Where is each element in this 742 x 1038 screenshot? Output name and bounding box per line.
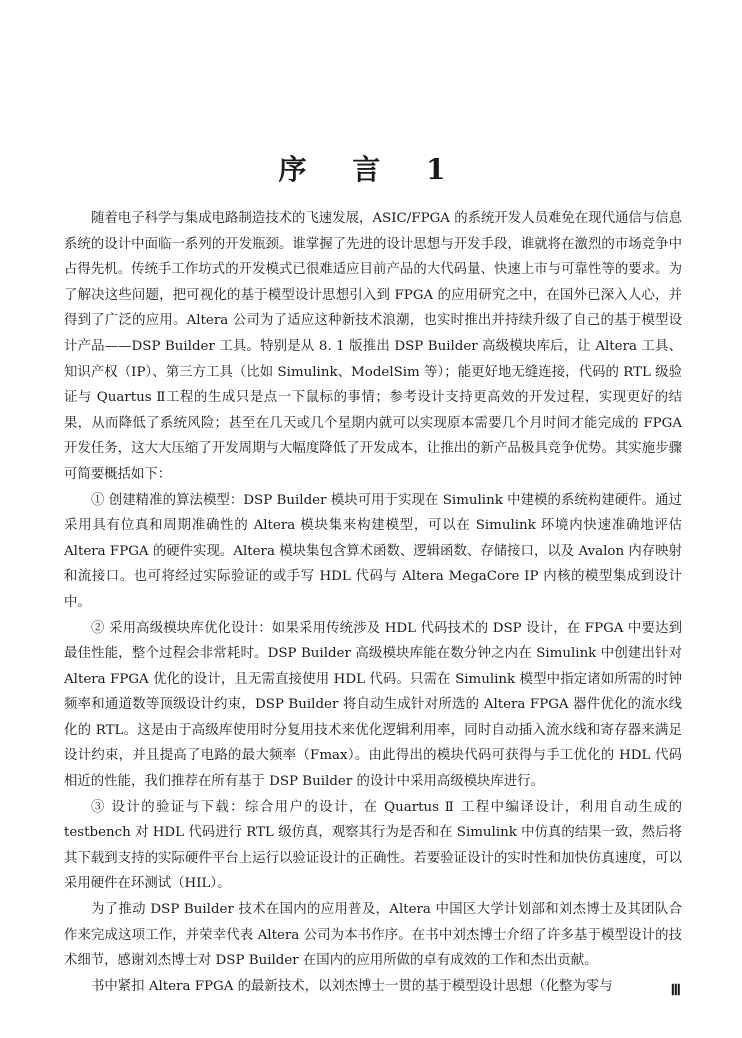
page-title: 序 言 1	[278, 153, 464, 186]
paragraph-acknowledgement: 为了推动 DSP Builder 技术在国内的应用普及，Altera 中国区大学计划部和刘杰博士及其团队合作来完成这项工作，并荣幸代表 Altera 公司为本书作序。在书中刘杰博士介绍了许多基于模型设计的技术细节，感谢刘杰博士对 DSP Builder 在国内的应用所做的卓有成效的工作和杰出贡献。	[64, 902, 682, 969]
paragraph-intro: 随着电子科学与集成电路制造技术的飞速发展，ASIC/FPGA 的系统开发人员难免在现代通信与信息系统的设计中面临一系列的开发瓶颈。谁掌握了先进的设计思想与开发手段，谁就将在激烈的市场竞争中占得先机。传统手工作坊式的开发模式已很难适应目前产品的大代码量、快速上市与可靠性等的要求。为了解决这些问题，把可视化的基于模型设计思想引入到 FPGA 的应用研究之中，在国外已深入人心，并得到了广泛的应用。Altera 公司为了适应这种新技术浪潮，也实时推出并持续升级了自己的基于模型设计产品——DSP Builder 工具。特别是从 8. 1 版推出 DSP Builder 高级模块库后，让 Altera 工具、知识产权（IP）、第三方工具（比如 Simulink、ModelSim 等）；能更好地无缝连接，代码的 RTL 级验证与 Quartus Ⅱ工程的生成只是点一下鼠标的事情；参考设计支持更高效的开发过程，实现更好的结果，从而降低了系统风险；甚至在几天或几个星期内就可以实现原本需要几个月时间才能完成的 FPGA 开发任务，这大大压缩了开发周期与大幅度降低了开发成本，让推出的新产品极具竞争优势。其实施步骤可简要概括如下：	[64, 211, 682, 482]
paragraph-step-3: ③ 设计的验证与下载：综合用户的设计，在 Quartus Ⅱ 工程中编译设计，利用自动生成的 testbench 对 HDL 代码进行 RTL 级仿真，观察其行为是否和在 Simulink 中仿真的结果一致，然后将其下载到支持的实际硬件平台上运行以验证设计的正确性。若要验证设计的实时性和加快仿真速度，可以采用硬件在环测试（HIL）。	[64, 799, 682, 892]
paragraph-closing: 书中紧扣 Altera FPGA 的最新技术，以刘杰博士一贯的基于模型设计思想（化整为零与	[91, 978, 613, 994]
paragraph-step-2: ② 采用高级模块库优化设计：如果采用传统涉及 HDL 代码技术的 DSP 设计，在 FPGA 中要达到最佳性能，整个过程会非常耗时。DSP Builder 高级模块库能在数分钟之内在 Simulink 中创建出针对 Altera FPGA 优化的设计，且无需直接使用 HDL 代码。只需在 Simulink 模型中指定诸如所需的时钟频率和通道数等顶级设计约束，DSP Builder 将自动生成针对所选的 Altera FPGA 器件优化的流水线化的 RTL。这是由于高级库使用时分复用技术来优化逻辑利用率，同时自动插入流水线和寄存器来满足设计约束，并且提高了电路的最大频率（Fmax）。由此得出的模块代码可获得与手工优化的 HDL 代码相近的性能，我们推荐在所有基于 DSP Builder 的设计中采用高级模块库进行。	[64, 620, 682, 790]
paragraph-step-1: ① 创建精准的算法模型：DSP Builder 模块可用于实现在 Simulink 中建模的系统构建硬件。通过采用具有位真和周期准确性的 Altera 模块集来构建模型，可以在 Simulink 环境内快速准确地评估 Altera FPGA 的硬件实现。Altera 模块集包含算术函数、逻辑函数、存储接口，以及 Avalon 内存映射和流接口。也可将经过实际验证的或手写 HDL 代码与 Altera MegaCore IP 内核的模型集成到设计中。	[64, 492, 682, 610]
preface-body	[64, 206, 682, 999]
page-number: Ⅲ	[670, 983, 680, 999]
